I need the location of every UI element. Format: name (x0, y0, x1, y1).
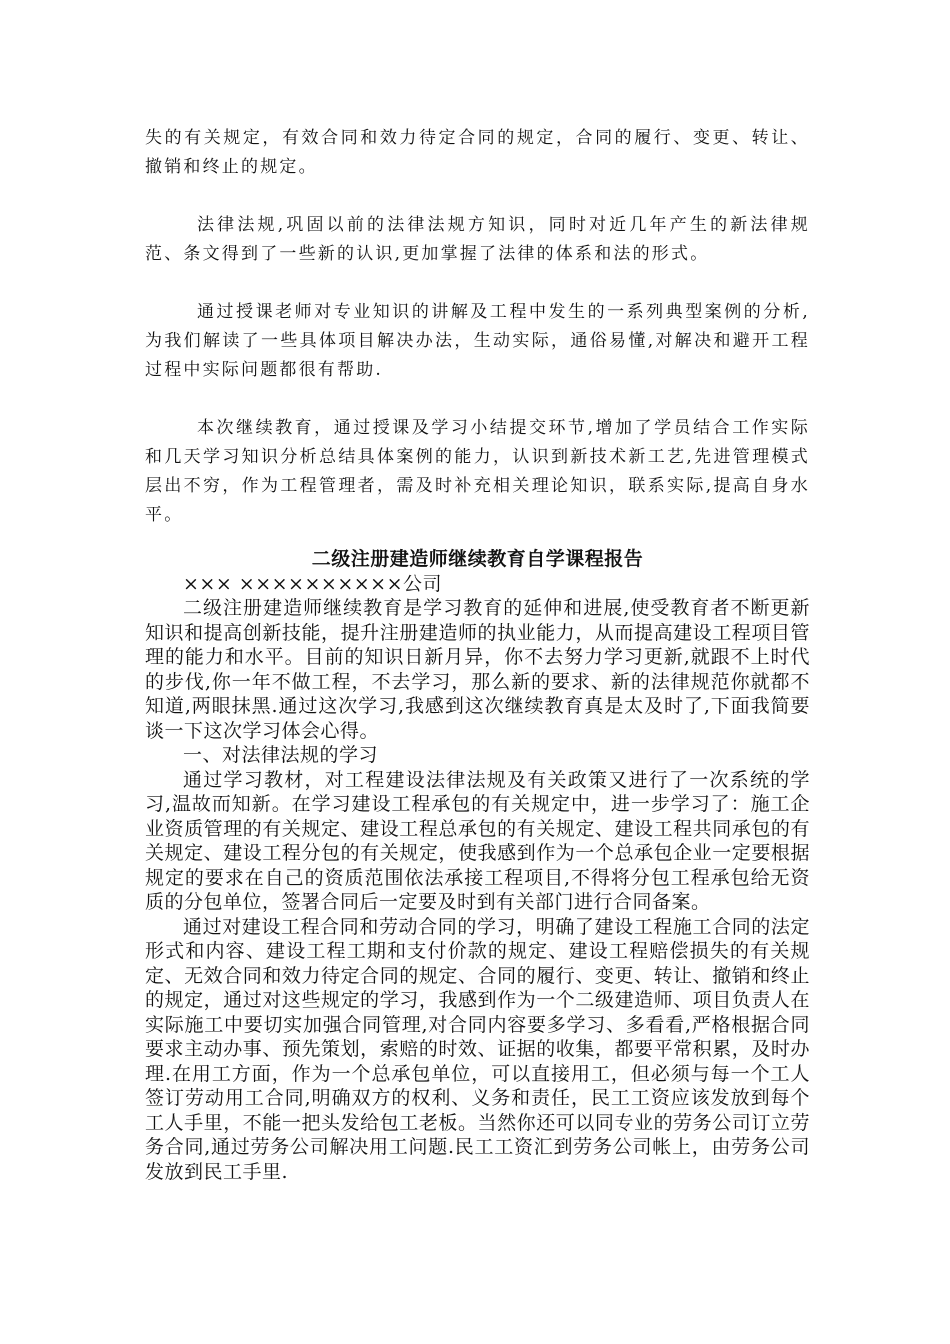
paragraph-gap (145, 385, 810, 414)
paragraph-case-analysis: 通过授课老师对专业知识的讲解及工程中发生的一系列典型案例的分析,为我们解读了一些具体项目解决办法，生动实际，通俗易懂,对解决和避开工程过程中实际问题都很有帮助. (145, 302, 810, 380)
report-author: ××× ××××××××××公司 (183, 572, 442, 595)
report-intro: 二级注册建造师继续教育是学习教育的延伸和进展,使受教育者不断更新知识和提高创新技能，提升注册建造师的执业能力，从而提高建设工程项目管理的能力和水平。目前的知识日新月异，你不去努力学习更新,就跟不上时代的步伐,你一年不做工程，不去学习，那么新的要求、新的法律规范你就都不知道,两眼抹黑.通过这次学习,我感到这次继续教育真是太及时了,下面我简要谈一下这次学习体会心得。 (145, 597, 810, 742)
paragraph-continued: 失的有关规定，有效合同和效力待定合同的规定，合同的履行、变更、转让、撤销和终止的规定。 (145, 128, 810, 177)
section-body-law-study: 通过学习教材，对工程建设法律法规及有关政策又进行了一次系统的学习,温故而知新。在学习建设工程承包的有关规定中，进一步学习了：施工企业资质管理的有关规定、建设工程总承包的有关规定、建设工程共同承包的有关规定、建设工程分包的有关规定，使我感到作为一个总承包企业一定要根据规定的要求在自己的资质范围依法承接工程项目,不得将分包工程承包给无资质的分包单位，签署合同后一定要及时到有关部门进行合同备案。 (145, 768, 810, 913)
document-page (145, 124, 810, 1184)
section-heading-law: 一、对法律法规的学习 (183, 744, 379, 766)
paragraph-law-review: 法律法规,巩固以前的法律法规方知识，同时对近几年产生的新法律规范、条文得到了一些新的认识,更加掌握了法律的体系和法的形式。 (145, 215, 810, 264)
paragraph-gap (145, 182, 810, 211)
paragraph-gap (145, 269, 810, 298)
section-body-contract-study: 通过对建设工程合同和劳动合同的学习，明确了建设工程施工合同的法定形式和内容、建设工程工期和支付价款的规定、建设工程赔偿损失的有关规定、无效合同和效力待定合同的规定、合同的履行、变更、转让、撤销和终止的规定，通过对这些规定的学习，我感到作为一个二级建造师、项目负责人在实际施工中要切实加强合同管理,对合同内容要多学习、多看看,严格根据合同要求主动办事、预先策划，索赔的时效、证据的收集，都要平常积累，及时办理.在用工方面，作为一个总承包单位，可以直接用工，但必须与每一个工人签订劳动用工合同,明确双方的权利、义务和责任，民工工资应该发放到每个工人手里，不能一把头发给包工老板。当然你还可以同专业的劳务公司订立劳务合同,通过劳务公司解决用工问题.民工工资汇到劳务公司帐上，由劳务公司发放到民工手里. (145, 915, 810, 1183)
paragraph-summary: 本次继续教育，通过授课及学习小结提交环节,增加了学员结合工作实际和几天学习知识分析总结具体案例的能力，认识到新技术新工艺,先进管理模式层出不穷，作为工程管理者，需及时补充相关理论知识，联系实际,提高自身水平。 (145, 418, 810, 525)
report-title: 二级注册建造师继续教育自学课程报告 (311, 548, 644, 570)
